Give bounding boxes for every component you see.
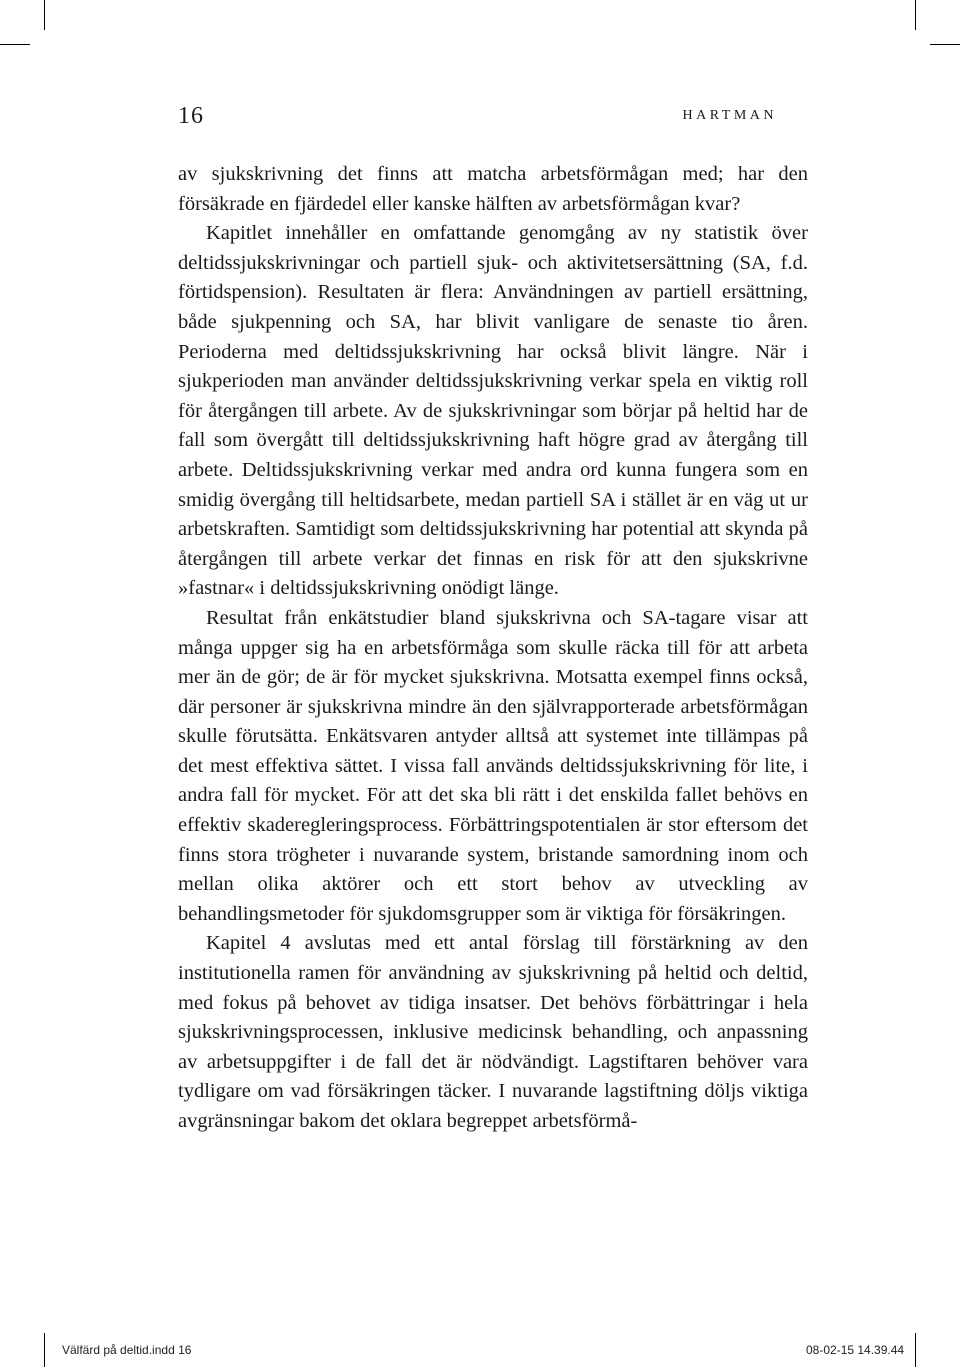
running-head: HARTMAN — [682, 108, 777, 123]
paragraph: Kapitlet innehåller en omfattande genomgång av ny statistik över deltidssjukskrivningar och partiell sjuk- och aktivitetsersättning (SA, f.d. förtidspension). Resultaten är flera: Användningen av partiell ersättning, både sjukpenning och SA, har blivit vanligare de senaste tio åren. Perioderna med deltidssjukskrivning har också blivit längre. När i sjukperioden man använder deltidssjukskrivning verkar spela en viktig roll för återgången till arbete. Av de sjukskrivningar som börjar på heltid har de fall som övergått till deltidssjukskrivning haft högre grad av återgång till arbete. Deltidssjukskrivning verkar med andra ord kunna fungera som en smidig övergång till heltidsarbete, medan partiell SA i stället är en väg ut ur arbetskraften. Samtidigt som deltidssjukskrivning har potential att skynda på återgången till arbete verkar det finnas en risk för att den sjukskrivne »fastnar« i deltidssjukskrivning onödigt länge. — [178, 222, 808, 600]
crop-mark-top-left — [44, 0, 45, 30]
crop-mark-top-right — [915, 0, 916, 30]
footer-file-name: Välfärd på deltid.indd 16 — [62, 1343, 192, 1357]
footer-timestamp: 08-02-15 14.39.44 — [806, 1343, 905, 1357]
crop-mark-top-left-h — [0, 44, 30, 45]
body-text — [178, 160, 808, 1137]
paragraph: av sjukskrivning det finns att matcha arbetsförmågan med; har den försäkrade en fjärdedel eller kanske hälften av arbetsförmågan kvar? — [178, 163, 808, 215]
paragraph: Kapitel 4 avslutas med ett antal förslag till förstärkning av den institutionella ramen för användning av sjukskrivning på heltid och deltid, med fokus på behovet av tidiga insatser. Det behövs förbättringar i hela sjukskrivningsprocessen, inklusive medicinsk behandling, och anpassning av arbetsuppgifter i de fall det är nödvändigt. Lagstiftaren behöver vara tydligare om vad försäkringen täcker. I nuvarande lagstiftning döljs viktiga avgränsningar bakom det oklara begreppet arbetsförmå- — [178, 932, 808, 1132]
page-number: 16 — [178, 103, 204, 129]
footer-divider — [915, 1333, 916, 1367]
footer-divider — [44, 1333, 45, 1367]
paragraph: Resultat från enkätstudier bland sjukskrivna och SA-tagare visar att många uppger sig ha en arbetsförmåga som skulle räcka till för att arbeta mer än de gör; de är för mycket sjukskrivna. Motsatta exempel finns också, där personer är sjukskrivna mindre än den självrapporterade arbetsförmågan skulle förutsätta. Enkätsvaren antyder alltså att systemet inte tillämpas på det mest effektiva sättet. I vissa fall används deltidssjukskrivning för lite, i andra fall för mycket. För att det ska bli rätt i det enskilda fallet behövs en effektiv skaderegleringsprocess. Förbättringspotentialen är stor eftersom det finns stora trögheter i nuvarande system, bristande samordning inom och mellan olika aktörer och ett stort behov av utveckling av behandlingsmetoder för sjukdomsgrupper som är viktiga för försäkringen. — [178, 606, 808, 925]
crop-mark-top-right-h — [930, 44, 960, 45]
